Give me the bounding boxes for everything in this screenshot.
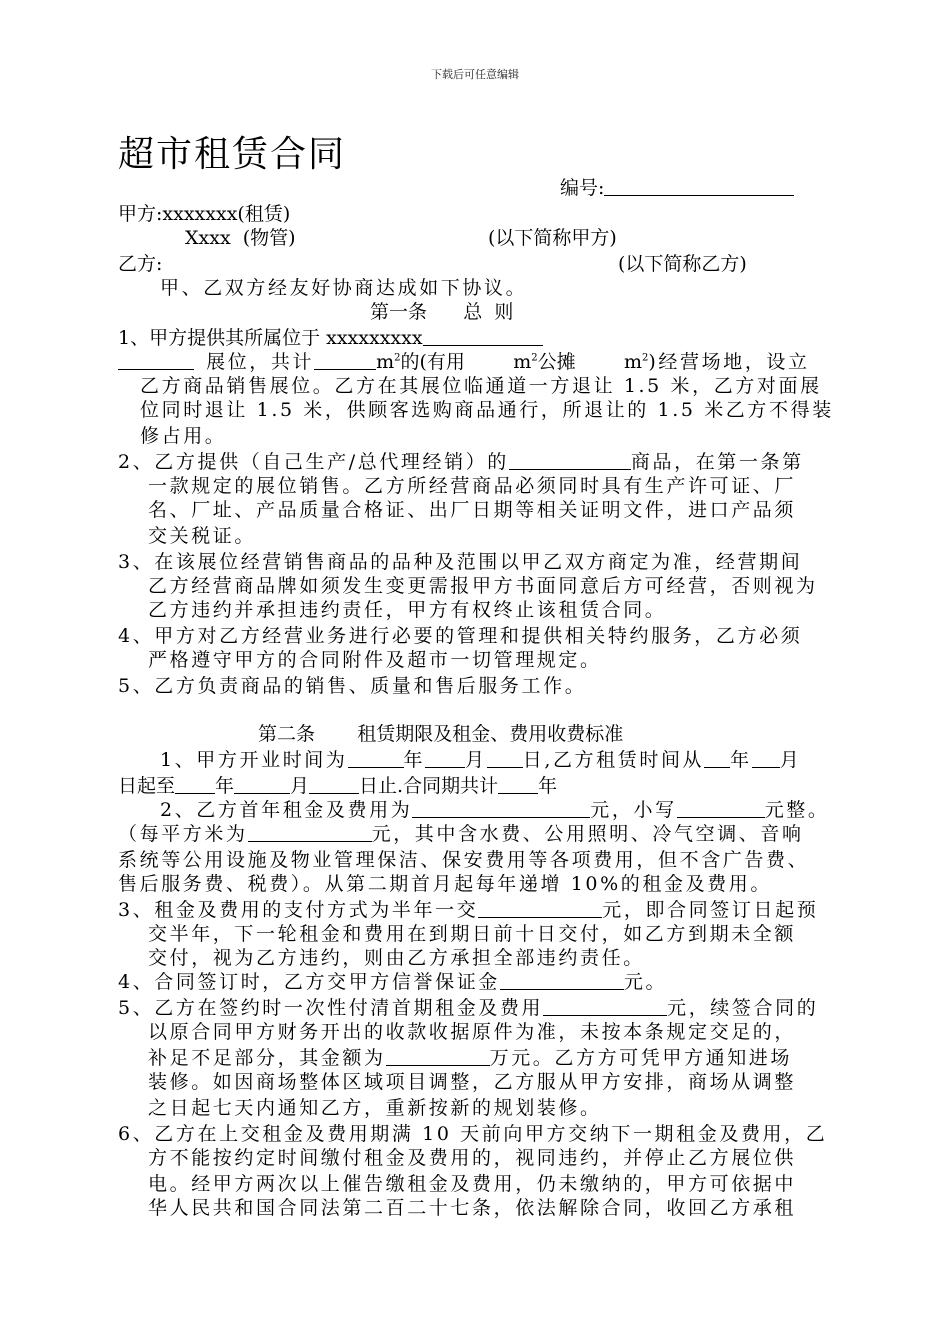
a1-3-line1: 3、在该展位经营销售商品的品种及范围以甲乙双方商定为准，经营期间: [118, 551, 803, 573]
a2-3-line1: 3、租金及费用的支付方式为半年一交 元，即合同签订日起预: [118, 899, 819, 921]
a2-3-line2: 交半年，下一轮租金和费用在到期日前十日交付，如乙方到期未全额: [148, 923, 797, 945]
a1-3-line2: 乙方经营商品牌如须发生变更需报甲方书面同意后方可经营，否则视为: [148, 575, 818, 597]
a2-6-line3: 电。经甲方两次以上催告缴租金及费用，仍未缴纳的，甲方可依据中: [148, 1173, 797, 1195]
number-blank: [604, 176, 794, 196]
a2-5-line1: 5、乙方在签约时一次性付清首期租金及费用 元，续签合同的: [118, 997, 819, 1019]
intro-text: 甲、乙双方经友好协商达成如下协议。: [160, 277, 528, 299]
a2-1-line2: 日起至 年 月 日止.合同期共计 年: [118, 775, 558, 797]
a2-4-line1: 4、合同签订时，乙方交甲方信誉保证金 元。: [118, 971, 668, 993]
a2-2-line4: 售后服务费、税费）。从第二期首月起每年递增 10%的租金及费用。: [118, 873, 772, 895]
a2-5-line5: 之日起七天内通知乙方，重新按新的规划装修。: [148, 1097, 602, 1119]
a1-1-line1: 1、甲方提供其所属位于 xxxxxxxxx: [118, 326, 543, 350]
a2-5-line2: 以原合同甲方财务开出的收款收据原件为准，未按本条规定交足的，: [148, 1021, 797, 1043]
a1-5-line1: 5、乙方负责商品的销售、质量和售后服务工作。: [118, 675, 587, 697]
a1-1-line5: 修占用。: [140, 425, 227, 447]
article-2-title: 第二条 租赁期限及租金、费用收费标准: [258, 723, 624, 745]
a2-2-line3: 系统等公用设施及物业管理保洁、保安费用等各项费用，但不含广告费、: [118, 849, 810, 871]
number-label: 编号:: [560, 177, 605, 199]
document-title: 超市租赁合同: [118, 134, 347, 175]
a1-2-line1: 2、乙方提供（自己生产/总代理经销）的 商品，在第一条第: [118, 451, 804, 473]
a2-5-line4: 装修。如因商场整体区域项目调整，乙方服从甲方安排，商场从调整: [148, 1071, 797, 1093]
article-1-title: 第一条 总 则: [370, 301, 514, 323]
a1-1-line3: 乙方商品销售展位。乙方在其展位临通道一方退让 1.5 米，乙方对面展: [140, 375, 822, 397]
a2-6-line2: 方不能按约定时间缴付租金及费用的，视同违约，并停止乙方展位供: [148, 1147, 797, 1169]
a2-2-line1: 2、乙方首年租金及费用为 元，小写 元整。: [160, 799, 830, 821]
a1-2-line3: 名、厂址、产品质量合格证、出厂日期等相关证明文件，进口产品须: [148, 499, 797, 521]
a1-1-line2: 展位，共计 $m^2$的(有用 $m^2$公摊 $m^2$)经营场地，设立: [118, 350, 810, 374]
contract-number: [560, 176, 794, 200]
a2-2-line2: （每平方米为 元，其中含水费、公用照明、冷气空调、音响: [118, 823, 804, 845]
a1-4-line2: 严格遵守甲方的合同附件及超市一切管理规定。: [148, 649, 602, 671]
a1-4-line1: 4、甲方对乙方经营业务进行必要的管理和提供相关特约服务，乙方必须: [118, 625, 803, 647]
a1-2-line2: 一款规定的展位销售。乙方所经营商品必须同时具有生产许可证、厂: [148, 475, 797, 497]
a1-2-line4: 交关税证。: [148, 525, 257, 547]
party-b-alias: (以下简称乙方): [618, 253, 747, 275]
party-a-2: Xxxx (物管): [185, 227, 296, 249]
a2-3-line3: 交付，视为乙方违约，则由乙方承担全部违约责任。: [148, 947, 645, 969]
party-a: 甲方:xxxxxxx(租赁): [118, 203, 291, 225]
header-note: 下载后可任意编辑: [431, 68, 519, 81]
a2-6-line1: 6、乙方在上交租金及费用期满 10 天前向甲方交纳下一期租金及费用，乙: [118, 1123, 828, 1145]
party-a-alias: (以下简称甲方): [488, 227, 617, 249]
a2-6-line4: 华人民共和国合同法第二百二十七条，依法解除合同，收回乙方承租: [148, 1197, 797, 1219]
a2-5-line3: 补足不足部分，其金额为 万元。乙方方可凭甲方通知进场: [148, 1047, 793, 1069]
a1-3-line3: 乙方违约并承担违约责任，甲方有权终止该租赁合同。: [148, 599, 667, 621]
party-b: 乙方:: [118, 253, 163, 275]
a2-1-line1: 1、甲方开业时间为 年 月 日,乙方租赁时间从 年 月: [160, 749, 802, 771]
a1-1-line4: 位同时退让 1.5 米，供顾客选购商品通行，所退让的 1.5 米乙方不得装: [140, 399, 834, 421]
